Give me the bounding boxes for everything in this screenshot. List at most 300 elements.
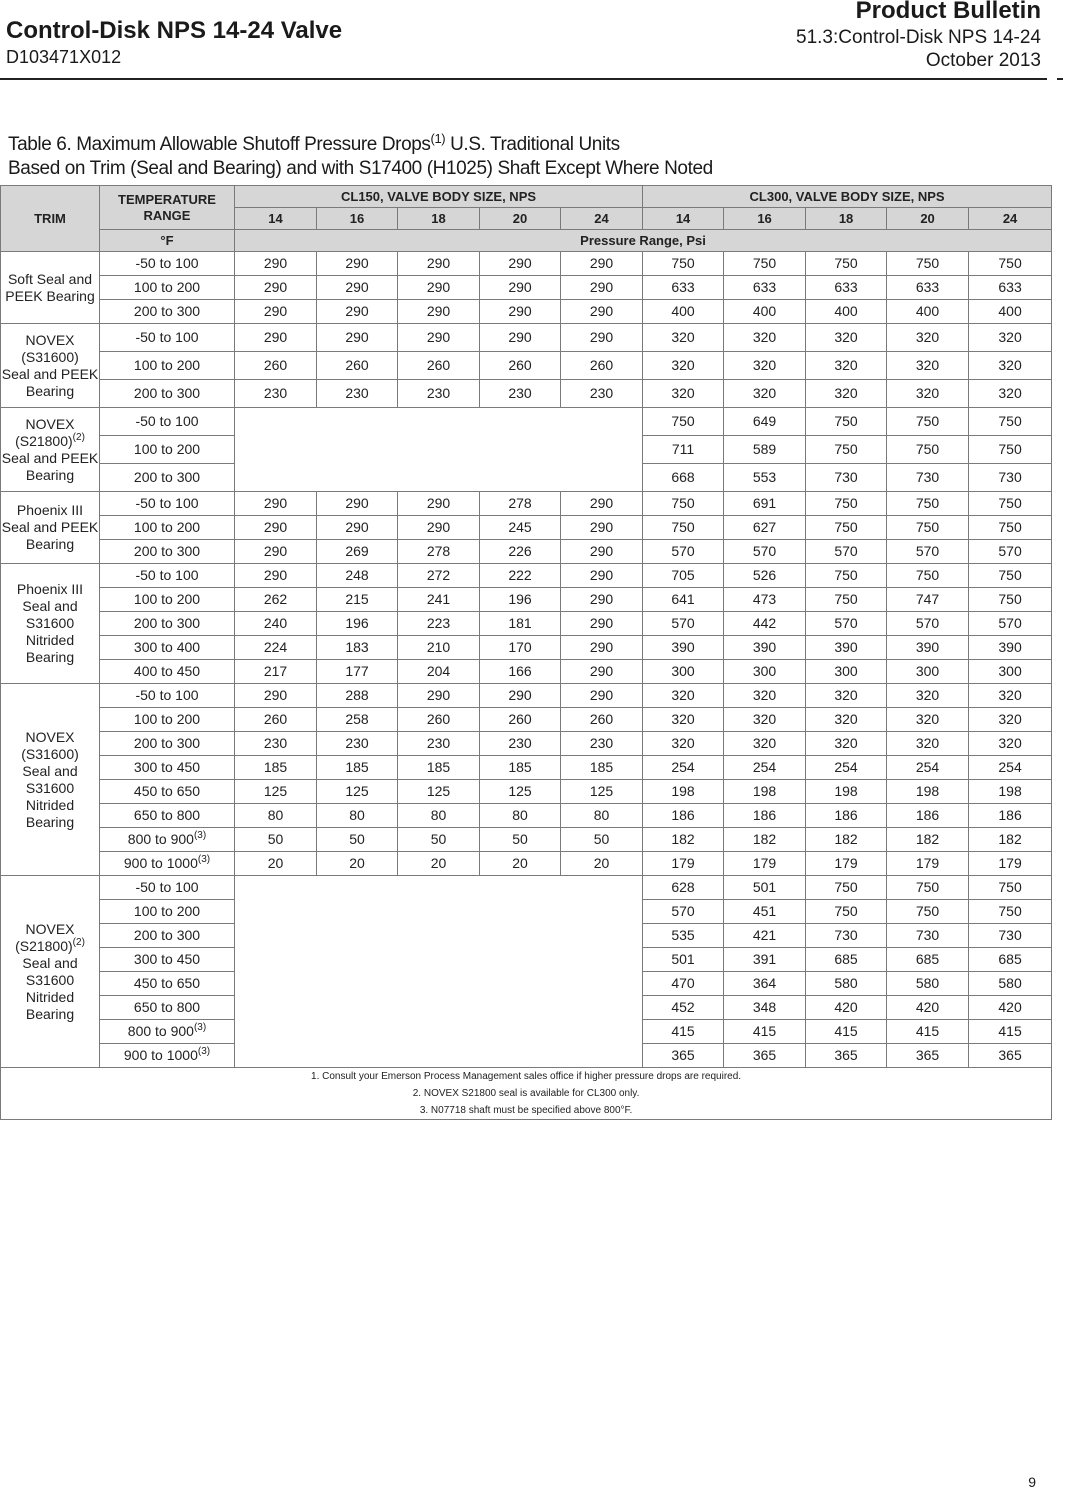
cl300-value-cell: 570 [969, 612, 1052, 636]
cl150-value-cell: 230 [480, 380, 561, 408]
cl150-value-cell: 290 [480, 684, 561, 708]
size-header: 16 [724, 208, 806, 230]
cl300-value-cell: 400 [643, 300, 724, 324]
trim-cell [1, 564, 100, 684]
table-row [1, 876, 1052, 900]
temperature-cell [100, 660, 235, 684]
cl150-value-cell: 125 [398, 780, 480, 804]
temperature-text: 800 to 900 [127, 831, 194, 847]
cl300-value-cell: 750 [806, 564, 887, 588]
cl300-value-cell: 730 [969, 924, 1052, 948]
temperature-cell [100, 464, 235, 492]
cl300-value-cell: 400 [969, 300, 1052, 324]
footnote-ref: (3) [197, 854, 211, 865]
temperature-text: 650 to 800 [133, 807, 201, 823]
trim-cell [1, 252, 100, 324]
cl150-value-cell: 240 [235, 612, 317, 636]
trim-line [1, 972, 99, 989]
cl150-value-cell: 215 [317, 588, 398, 612]
cl150-value-cell: 290 [317, 276, 398, 300]
cl300-value-cell: 182 [643, 828, 724, 852]
temperature-cell [100, 732, 235, 756]
cl300-group-header: CL300, VALVE BODY SIZE, NPS [643, 186, 1052, 208]
cl150-value-cell: 290 [317, 300, 398, 324]
cl150-value-cell: 80 [561, 804, 643, 828]
trim-header: TRIM [1, 186, 100, 252]
temperature-cell [100, 924, 235, 948]
trim-line-text: Soft Seal and [7, 270, 93, 287]
size-header: 20 [887, 208, 969, 230]
cl300-value-cell: 365 [887, 1044, 969, 1068]
cl150-value-cell: 290 [317, 252, 398, 276]
cl150-value-cell: 290 [561, 588, 643, 612]
temperature-cell [100, 540, 235, 564]
temperature-unit-header: °F [100, 230, 235, 252]
temperature-text: 100 to 200 [133, 711, 201, 727]
trim-line-text: (S31600) [21, 348, 79, 365]
trim-line [1, 349, 99, 366]
cl300-value-cell: 320 [969, 324, 1052, 352]
cl150-value-cell: 290 [235, 300, 317, 324]
trim-line-text: Seal and PEEK [1, 449, 99, 466]
size-header: 24 [561, 208, 643, 230]
cl150-value-cell: 177 [317, 660, 398, 684]
trim-line [1, 467, 99, 484]
cl150-value-cell: 260 [480, 352, 561, 380]
temperature-text: 100 to 200 [133, 903, 201, 919]
page-number: 9 [1028, 1474, 1036, 1490]
trim-line-text: Bearing [25, 649, 75, 665]
cl300-value-cell: 570 [724, 540, 806, 564]
cl150-value-cell: 230 [561, 380, 643, 408]
cl300-value-cell: 750 [887, 900, 969, 924]
cl150-value-cell: 196 [317, 612, 398, 636]
cl150-not-available-cell [235, 408, 643, 492]
cl300-value-cell: 320 [806, 684, 887, 708]
temperature-text: 300 to 400 [133, 639, 201, 655]
cl300-value-cell: 750 [969, 564, 1052, 588]
cl150-value-cell: 260 [235, 708, 317, 732]
trim-line-text: Phoenix III [16, 581, 84, 597]
trim-line-text: (S21800) [15, 432, 73, 449]
cl300-value-cell: 320 [643, 732, 724, 756]
cl150-value-cell: 50 [561, 828, 643, 852]
cl150-value-cell: 80 [235, 804, 317, 828]
temperature-text: 200 to 300 [133, 543, 201, 559]
cl300-value-cell: 415 [643, 1020, 724, 1044]
cl150-value-cell: 196 [480, 588, 561, 612]
cl300-value-cell: 320 [724, 684, 806, 708]
cl300-value-cell: 320 [887, 324, 969, 352]
cl150-value-cell: 166 [480, 660, 561, 684]
cl150-value-cell: 185 [317, 756, 398, 780]
cl150-value-cell: 241 [398, 588, 480, 612]
cl150-value-cell: 290 [561, 684, 643, 708]
cl300-value-cell: 320 [724, 324, 806, 352]
cl300-value-cell: 254 [887, 756, 969, 780]
trim-line-text: Bearing [25, 536, 75, 552]
cl150-value-cell: 224 [235, 636, 317, 660]
trim-line [1, 581, 99, 598]
temperature-text: -50 to 100 [135, 879, 199, 895]
size-header: 18 [398, 208, 480, 230]
footnote-ref: (2) [72, 936, 85, 948]
pressure-unit-header: Pressure Range, Psi [235, 230, 1052, 252]
cl300-value-cell: 501 [724, 876, 806, 900]
trim-line-text: NOVEX [25, 331, 75, 348]
trim-line-text: S31600 [25, 615, 75, 631]
caption-line-2: Based on Trim (Seal and Bearing) and with S17400 (H1025) Shaft Except Where Noted [8, 158, 713, 179]
cl300-value-cell: 179 [887, 852, 969, 876]
header-left [6, 16, 342, 68]
temperature-cell [100, 300, 235, 324]
temperature-cell [100, 1044, 235, 1068]
cl300-value-cell: 320 [806, 352, 887, 380]
cl300-value-cell: 254 [643, 756, 724, 780]
temperature-text: -50 to 100 [135, 687, 199, 703]
cl300-value-cell: 320 [724, 708, 806, 732]
cl300-value-cell: 750 [806, 588, 887, 612]
temperature-cell [100, 876, 235, 900]
cl150-value-cell: 50 [317, 828, 398, 852]
cl150-value-cell: 20 [561, 852, 643, 876]
temperature-range-header: TEMPERATURE RANGE [100, 186, 235, 230]
table-row [1, 756, 1052, 780]
cl300-value-cell: 320 [806, 708, 887, 732]
cl300-value-cell: 320 [887, 732, 969, 756]
temperature-text: 900 to 1000 [123, 1047, 198, 1063]
table-row [1, 828, 1052, 852]
temperature-cell [100, 756, 235, 780]
trim-cell [1, 684, 100, 876]
table-row [1, 804, 1052, 828]
cl150-value-cell: 290 [235, 492, 317, 516]
temperature-text: 800 to 900 [127, 1023, 194, 1039]
trim-line [1, 938, 99, 955]
table-row [1, 352, 1052, 380]
trim-line-text: NOVEX [25, 415, 75, 432]
cl300-value-cell: 320 [806, 324, 887, 352]
cl150-value-cell: 269 [317, 540, 398, 564]
table-row [1, 588, 1052, 612]
temperature-cell [100, 564, 235, 588]
cl300-value-cell: 365 [969, 1044, 1052, 1068]
trim-cell [1, 876, 100, 1068]
cl300-value-cell: 186 [806, 804, 887, 828]
cl300-value-cell: 633 [887, 276, 969, 300]
cl300-value-cell: 320 [643, 708, 724, 732]
cl300-value-cell: 400 [806, 300, 887, 324]
temperature-text: 450 to 650 [133, 783, 201, 799]
trim-cell [1, 324, 100, 408]
cl300-value-cell: 320 [887, 352, 969, 380]
cl300-value-cell: 570 [887, 540, 969, 564]
cl150-value-cell: 290 [235, 516, 317, 540]
cl150-value-cell: 260 [317, 352, 398, 380]
cl300-value-cell: 633 [724, 276, 806, 300]
cl300-value-cell: 747 [887, 588, 969, 612]
cl150-value-cell: 185 [398, 756, 480, 780]
cl300-value-cell: 420 [806, 996, 887, 1020]
caption-footnote-ref: (1) [430, 131, 446, 146]
cl300-value-cell: 633 [806, 276, 887, 300]
cl300-value-cell: 254 [724, 756, 806, 780]
note: 1. Consult your Emerson Process Management sales office if higher pressure drops are required. [311, 1071, 742, 1082]
trim-line-text: S31600 [25, 971, 75, 988]
cl300-value-cell: 186 [643, 804, 724, 828]
temperature-text: 100 to 200 [133, 357, 201, 373]
cl300-value-cell: 685 [806, 948, 887, 972]
size-header: 14 [643, 208, 724, 230]
trim-line [1, 416, 99, 433]
cl150-value-cell: 20 [398, 852, 480, 876]
cl150-value-cell: 290 [398, 516, 480, 540]
cl150-value-cell: 260 [561, 708, 643, 732]
cl300-value-cell: 420 [969, 996, 1052, 1020]
cl300-value-cell: 570 [643, 540, 724, 564]
cl300-value-cell: 750 [643, 492, 724, 516]
cl300-value-cell: 750 [969, 436, 1052, 464]
cl150-value-cell: 181 [480, 612, 561, 636]
cl150-value-cell: 288 [317, 684, 398, 708]
cl300-value-cell: 750 [887, 516, 969, 540]
cl300-value-cell: 750 [887, 408, 969, 436]
cl300-value-cell: 589 [724, 436, 806, 464]
trim-line-text: Seal and [22, 598, 78, 614]
temperature-text: 900 to 1000 [123, 855, 198, 871]
cl300-value-cell: 750 [969, 588, 1052, 612]
cl150-group-header: CL150, VALVE BODY SIZE, NPS [235, 186, 643, 208]
cl150-value-cell: 262 [235, 588, 317, 612]
cl300-value-cell: 750 [887, 876, 969, 900]
cl300-value-cell: 526 [724, 564, 806, 588]
temperature-text: 200 to 300 [133, 615, 201, 631]
footnote-ref: (3) [193, 830, 207, 841]
cl300-value-cell: 182 [724, 828, 806, 852]
cl150-value-cell: 290 [398, 684, 480, 708]
size-header: 24 [969, 208, 1052, 230]
cl300-value-cell: 452 [643, 996, 724, 1020]
temperature-cell [100, 636, 235, 660]
cl300-value-cell: 535 [643, 924, 724, 948]
cl300-value-cell: 470 [643, 972, 724, 996]
cl300-value-cell: 750 [806, 492, 887, 516]
temperature-cell [100, 948, 235, 972]
table-row [1, 708, 1052, 732]
cl150-value-cell: 230 [317, 380, 398, 408]
cl150-value-cell: 80 [398, 804, 480, 828]
trim-line [1, 989, 99, 1006]
cl300-value-cell: 300 [969, 660, 1052, 684]
cl150-value-cell: 260 [398, 352, 480, 380]
header-right [796, 0, 1041, 72]
cl300-value-cell: 400 [887, 300, 969, 324]
cl300-value-cell: 365 [806, 1044, 887, 1068]
cl300-value-cell: 179 [724, 852, 806, 876]
temperature-cell [100, 436, 235, 464]
temperature-cell [100, 516, 235, 540]
temperature-cell [100, 804, 235, 828]
cl150-value-cell: 290 [317, 324, 398, 352]
trim-line-text: Nitrided [25, 988, 75, 1005]
temperature-cell [100, 852, 235, 876]
trim-line [1, 797, 99, 814]
cl150-value-cell: 183 [317, 636, 398, 660]
cl300-value-cell: 198 [643, 780, 724, 804]
cl300-value-cell: 730 [887, 924, 969, 948]
temperature-text: -50 to 100 [135, 567, 199, 583]
cl300-value-cell: 300 [724, 660, 806, 684]
temperature-text: 650 to 800 [133, 999, 201, 1015]
cl150-value-cell: 185 [561, 756, 643, 780]
trim-line-text: Seal and [22, 762, 78, 779]
cl300-value-cell: 198 [887, 780, 969, 804]
cl150-value-cell: 170 [480, 636, 561, 660]
cl150-value-cell: 290 [561, 636, 643, 660]
trim-line-text: Seal and PEEK [1, 519, 99, 535]
size-header: 18 [806, 208, 887, 230]
table-body [1, 252, 1052, 1068]
header-rule-tick [1057, 78, 1063, 80]
table-row [1, 564, 1052, 588]
size-header: 20 [480, 208, 561, 230]
cl150-value-cell: 80 [480, 804, 561, 828]
bulletin-title: Product Bulletin [855, 0, 1041, 24]
cl150-value-cell: 248 [317, 564, 398, 588]
cl300-value-cell: 580 [887, 972, 969, 996]
cl300-value-cell: 750 [643, 252, 724, 276]
cl300-value-cell: 320 [887, 708, 969, 732]
cl300-value-cell: 186 [887, 804, 969, 828]
cl300-value-cell: 750 [969, 900, 1052, 924]
cl300-value-cell: 300 [643, 660, 724, 684]
table-row [1, 540, 1052, 564]
trim-line [1, 271, 99, 288]
trim-line-text: Bearing [25, 382, 75, 399]
table-notes [1, 1068, 1052, 1120]
caption-line-1-text: Table 6. Maximum Allowable Shutoff Pressure Drops [8, 134, 431, 155]
footnote-ref: (3) [193, 1022, 207, 1033]
cl150-value-cell: 272 [398, 564, 480, 588]
cl150-value-cell: 125 [561, 780, 643, 804]
cl150-value-cell: 290 [398, 252, 480, 276]
trim-line [1, 450, 99, 467]
note: 2. NOVEX S21800 seal is available for CL300 only. [412, 1088, 640, 1099]
cl300-value-cell: 348 [724, 996, 806, 1020]
temperature-cell [100, 380, 235, 408]
cl300-value-cell: 179 [806, 852, 887, 876]
cl300-value-cell: 750 [806, 900, 887, 924]
table-row [1, 276, 1052, 300]
trim-line-text: Seal and PEEK [1, 365, 99, 382]
cl300-value-cell: 320 [643, 352, 724, 380]
cl300-value-cell: 320 [969, 732, 1052, 756]
trim-line [1, 288, 99, 305]
temperature-text: 200 to 300 [133, 469, 201, 485]
cl300-value-cell: 390 [806, 636, 887, 660]
temperature-cell [100, 828, 235, 852]
cl150-value-cell: 230 [480, 732, 561, 756]
cl300-value-cell: 730 [887, 464, 969, 492]
cl300-value-cell: 570 [643, 612, 724, 636]
cl300-value-cell: 182 [969, 828, 1052, 852]
cl300-value-cell: 750 [806, 436, 887, 464]
table-caption [8, 133, 713, 181]
cl300-value-cell: 633 [969, 276, 1052, 300]
caption-line-1 [8, 133, 713, 157]
trim-line-text: NOVEX [25, 920, 75, 937]
temperature-cell [100, 612, 235, 636]
trim-line-text: NOVEX [25, 728, 75, 745]
cl150-value-cell: 290 [561, 276, 643, 300]
cl150-value-cell: 290 [561, 540, 643, 564]
trim-line [1, 632, 99, 649]
cl300-value-cell: 553 [724, 464, 806, 492]
cl150-value-cell: 210 [398, 636, 480, 660]
temperature-cell [100, 352, 235, 380]
temperature-text: 100 to 200 [133, 591, 201, 607]
cl300-value-cell: 320 [969, 708, 1052, 732]
trim-line [1, 332, 99, 349]
cl150-value-cell: 260 [480, 708, 561, 732]
cl300-value-cell: 570 [806, 612, 887, 636]
temperature-cell [100, 276, 235, 300]
cl300-value-cell: 570 [643, 900, 724, 924]
note: 3. N07718 shaft must be specified above 800°F. [419, 1105, 633, 1116]
trim-line [1, 921, 99, 938]
cl150-value-cell: 223 [398, 612, 480, 636]
temperature-text: 200 to 300 [133, 927, 201, 943]
cl300-value-cell: 320 [724, 380, 806, 408]
trim-line [1, 519, 99, 536]
cl300-value-cell: 254 [969, 756, 1052, 780]
cl300-value-cell: 320 [724, 732, 806, 756]
cl300-value-cell: 750 [643, 408, 724, 436]
cl150-value-cell: 290 [561, 660, 643, 684]
cl300-value-cell: 179 [969, 852, 1052, 876]
table-row [1, 612, 1052, 636]
cl300-value-cell: 570 [806, 540, 887, 564]
cl300-value-cell: 750 [887, 564, 969, 588]
trim-line-text: Seal and [22, 954, 78, 971]
table-row [1, 380, 1052, 408]
trim-line-text: Bearing [25, 813, 75, 830]
temperature-text: 100 to 200 [133, 279, 201, 295]
cl300-value-cell: 415 [724, 1020, 806, 1044]
cl150-value-cell: 125 [235, 780, 317, 804]
temperature-text: 100 to 200 [133, 441, 201, 457]
cl300-value-cell: 750 [887, 436, 969, 464]
trim-line [1, 780, 99, 797]
cl300-value-cell: 420 [887, 996, 969, 1020]
table-row [1, 852, 1052, 876]
cl150-value-cell: 290 [480, 276, 561, 300]
temperature-text: 300 to 450 [133, 951, 201, 967]
bulletin-date: October 2013 [925, 50, 1041, 71]
cl300-value-cell: 730 [806, 924, 887, 948]
cl300-value-cell: 691 [724, 492, 806, 516]
cl150-value-cell: 290 [561, 324, 643, 352]
cl300-value-cell: 730 [969, 464, 1052, 492]
trim-line-text: Nitrided [25, 632, 75, 648]
cl300-value-cell: 415 [806, 1020, 887, 1044]
size-header: 16 [317, 208, 398, 230]
cl150-value-cell: 290 [235, 276, 317, 300]
cl150-value-cell: 185 [480, 756, 561, 780]
cl150-value-cell: 260 [398, 708, 480, 732]
cl150-value-cell: 290 [235, 324, 317, 352]
table-row [1, 732, 1052, 756]
